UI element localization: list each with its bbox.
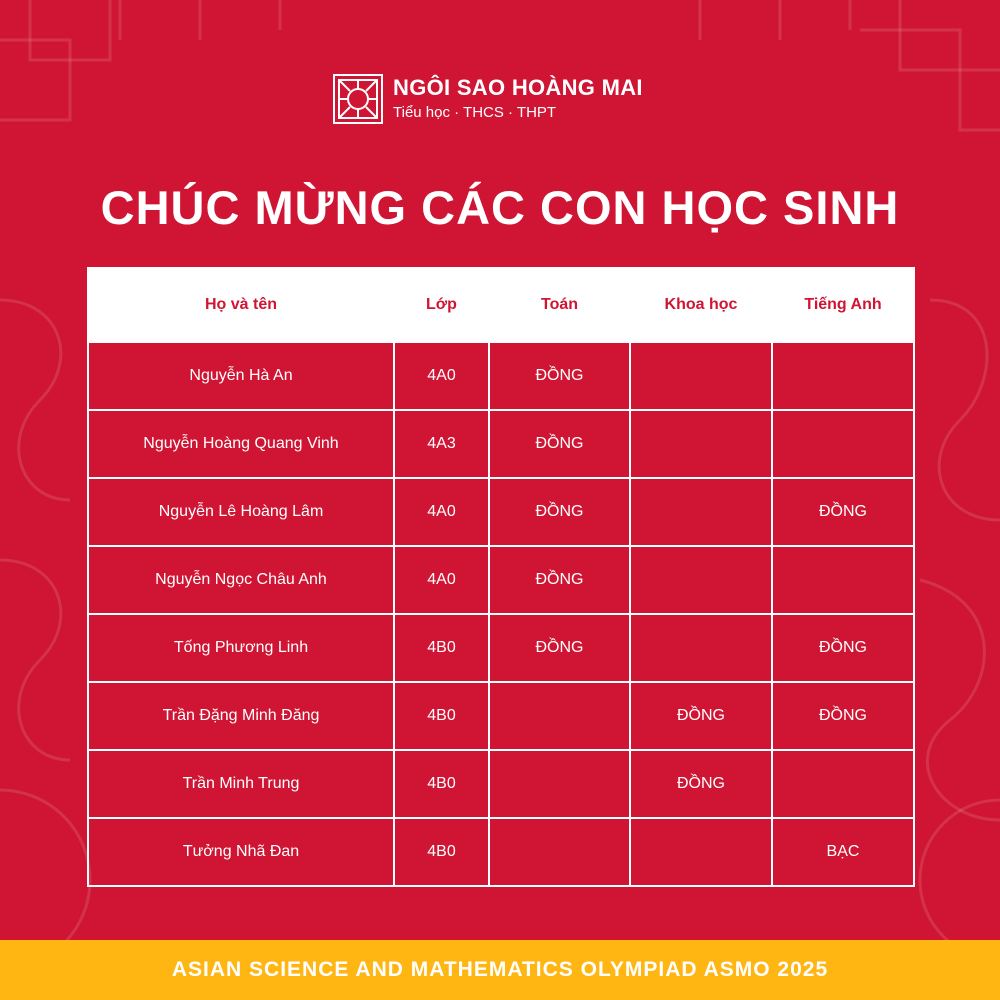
class-cell: 4A0 xyxy=(394,478,489,546)
table-row xyxy=(88,410,914,478)
student-name: Nguyễn Hà An xyxy=(88,342,394,410)
science-medal xyxy=(630,614,772,682)
table-row xyxy=(88,478,914,546)
class-cell: 4A0 xyxy=(394,342,489,410)
class-cell: 4B0 xyxy=(394,682,489,750)
header-name: Họ và tên xyxy=(88,268,394,342)
school-emblem-icon xyxy=(333,74,383,124)
student-name: Tưởng Nhã Đan xyxy=(88,818,394,886)
english-medal xyxy=(772,342,914,410)
science-medal: ĐỒNG xyxy=(630,682,772,750)
brand-name: NGÔI SAO HOÀNG MAI xyxy=(393,75,643,100)
student-name: Trần Minh Trung xyxy=(88,750,394,818)
student-name: Nguyễn Hoàng Quang Vinh xyxy=(88,410,394,478)
science-medal xyxy=(630,546,772,614)
science-medal xyxy=(630,410,772,478)
table-row xyxy=(88,342,914,410)
table-row xyxy=(88,818,914,886)
page-title: CHÚC MỪNG CÁC CON HỌC SINH xyxy=(100,181,900,234)
header-class: Lớp xyxy=(394,268,489,342)
class-cell: 4B0 xyxy=(394,614,489,682)
math-medal: ĐỒNG xyxy=(489,342,630,410)
science-medal xyxy=(630,818,772,886)
math-medal xyxy=(489,682,630,750)
english-medal: ĐỒNG xyxy=(772,682,914,750)
brand-logo xyxy=(333,72,643,126)
math-medal: ĐỒNG xyxy=(489,546,630,614)
student-name: Trần Đặng Minh Đăng xyxy=(88,682,394,750)
header-math: Toán xyxy=(489,268,630,342)
header-english: Tiếng Anh xyxy=(772,268,914,342)
math-medal: ĐỒNG xyxy=(489,478,630,546)
class-cell: 4A3 xyxy=(394,410,489,478)
student-name: Nguyễn Ngọc Châu Anh xyxy=(88,546,394,614)
english-medal: ĐỒNG xyxy=(772,478,914,546)
table-row xyxy=(88,750,914,818)
math-medal xyxy=(489,750,630,818)
student-name: Nguyễn Lê Hoàng Lâm xyxy=(88,478,394,546)
student-name: Tống Phương Linh xyxy=(88,614,394,682)
class-cell: 4B0 xyxy=(394,818,489,886)
footer-banner: ASIAN SCIENCE AND MATHEMATICS OLYMPIAD ASMO 2025 xyxy=(0,940,1000,1000)
header-science: Khoa học xyxy=(630,268,772,342)
table-row xyxy=(88,614,914,682)
english-medal xyxy=(772,750,914,818)
english-medal: BẠC xyxy=(772,818,914,886)
english-medal xyxy=(772,410,914,478)
class-cell: 4B0 xyxy=(394,750,489,818)
science-medal xyxy=(630,342,772,410)
table-header-row xyxy=(88,268,914,342)
math-medal: ĐỒNG xyxy=(489,410,630,478)
brand-subtitle: Tiểu học · THCS · THPT xyxy=(393,104,557,121)
brand-text xyxy=(393,75,643,123)
class-cell: 4A0 xyxy=(394,546,489,614)
science-medal: ĐỒNG xyxy=(630,750,772,818)
table-row xyxy=(88,682,914,750)
english-medal: ĐỒNG xyxy=(772,614,914,682)
math-medal: ĐỒNG xyxy=(489,614,630,682)
table-row xyxy=(88,546,914,614)
results-table xyxy=(87,267,915,887)
science-medal xyxy=(630,478,772,546)
english-medal xyxy=(772,546,914,614)
math-medal xyxy=(489,818,630,886)
